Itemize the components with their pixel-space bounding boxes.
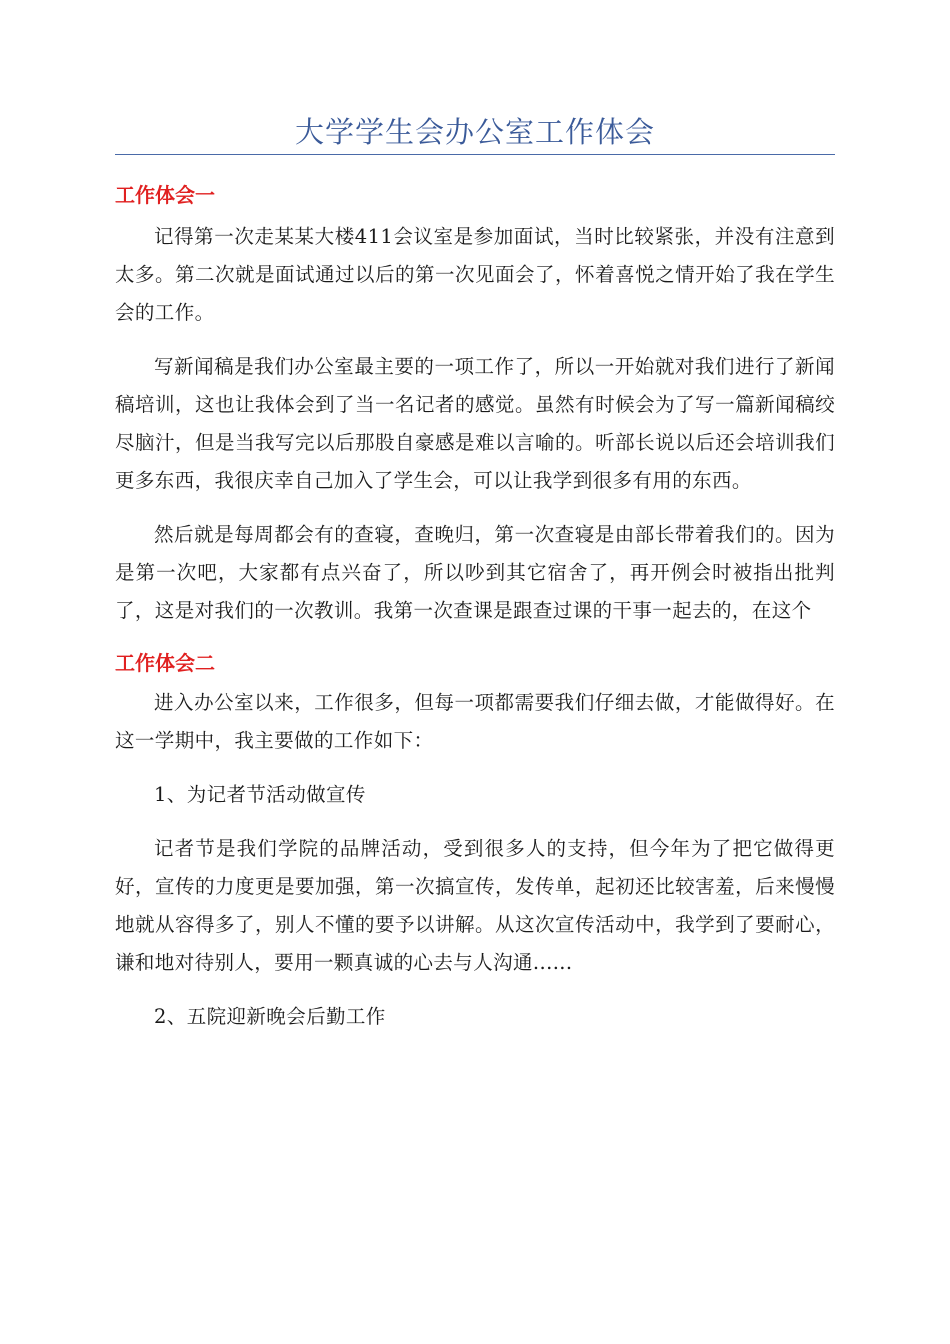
paragraph: 写新闻稿是我们办公室最主要的一项工作了，所以一开始就对我们进行了新闻稿培训，这也让我体会到了当一名记者的感觉。虽然有时候会为了写一篇新闻稿绞尽脑汁，但是当我写完以后那股自豪感是难以言喻的。听部长说以后还会培训我们更多东西，我很庆幸自己加入了学生会，可以让我学到很多有用的东西。 [115, 355, 835, 492]
section-2 [115, 644, 835, 1036]
title-underline [115, 154, 835, 155]
document-body [115, 176, 835, 1052]
section-heading: 工作体会二 [115, 651, 215, 675]
section-1 [115, 176, 835, 630]
paragraph: 进入办公室以来，工作很多，但每一项都需要我们仔细去做，才能做得好。在这一学期中，我主要做的工作如下： [115, 691, 835, 752]
list-item-title: 2、五院迎新晚会后勤工作 [154, 1005, 386, 1028]
paragraph: 然后就是每周都会有的查寝，查晚归，第一次查寝是由部长带着我们的。因为是第一次吧，大家都有点兴奋了，所以吵到其它宿舍了，再开例会时被指出批判了，这是对我们的一次教训。我第一次查课是跟查过课的干事一起去的，在这个 [115, 523, 835, 622]
paragraph: 记得第一次走某某大楼411会议室是参加面试，当时比较紧张，并没有注意到太多。第二次就是面试通过以后的第一次见面会了，怀着喜悦之情开始了我在学生会的工作。 [115, 225, 835, 324]
list-item-title: 1、为记者节活动做宣传 [154, 783, 366, 806]
paragraph: 记者节是我们学院的品牌活动，受到很多人的支持，但今年为了把它做得更好，宣传的力度更是要加强，第一次搞宣传，发传单，起初还比较害羞，后来慢慢地就从容得多了，别人不懂的要予以讲解。从这次宣传活动中，我学到了要耐心，谦和地对待别人，要用一颗真诚的心去与人沟通...... [115, 837, 835, 974]
section-heading: 工作体会一 [115, 183, 215, 207]
document-title: 大学学生会办公室工作体会 [294, 115, 655, 149]
